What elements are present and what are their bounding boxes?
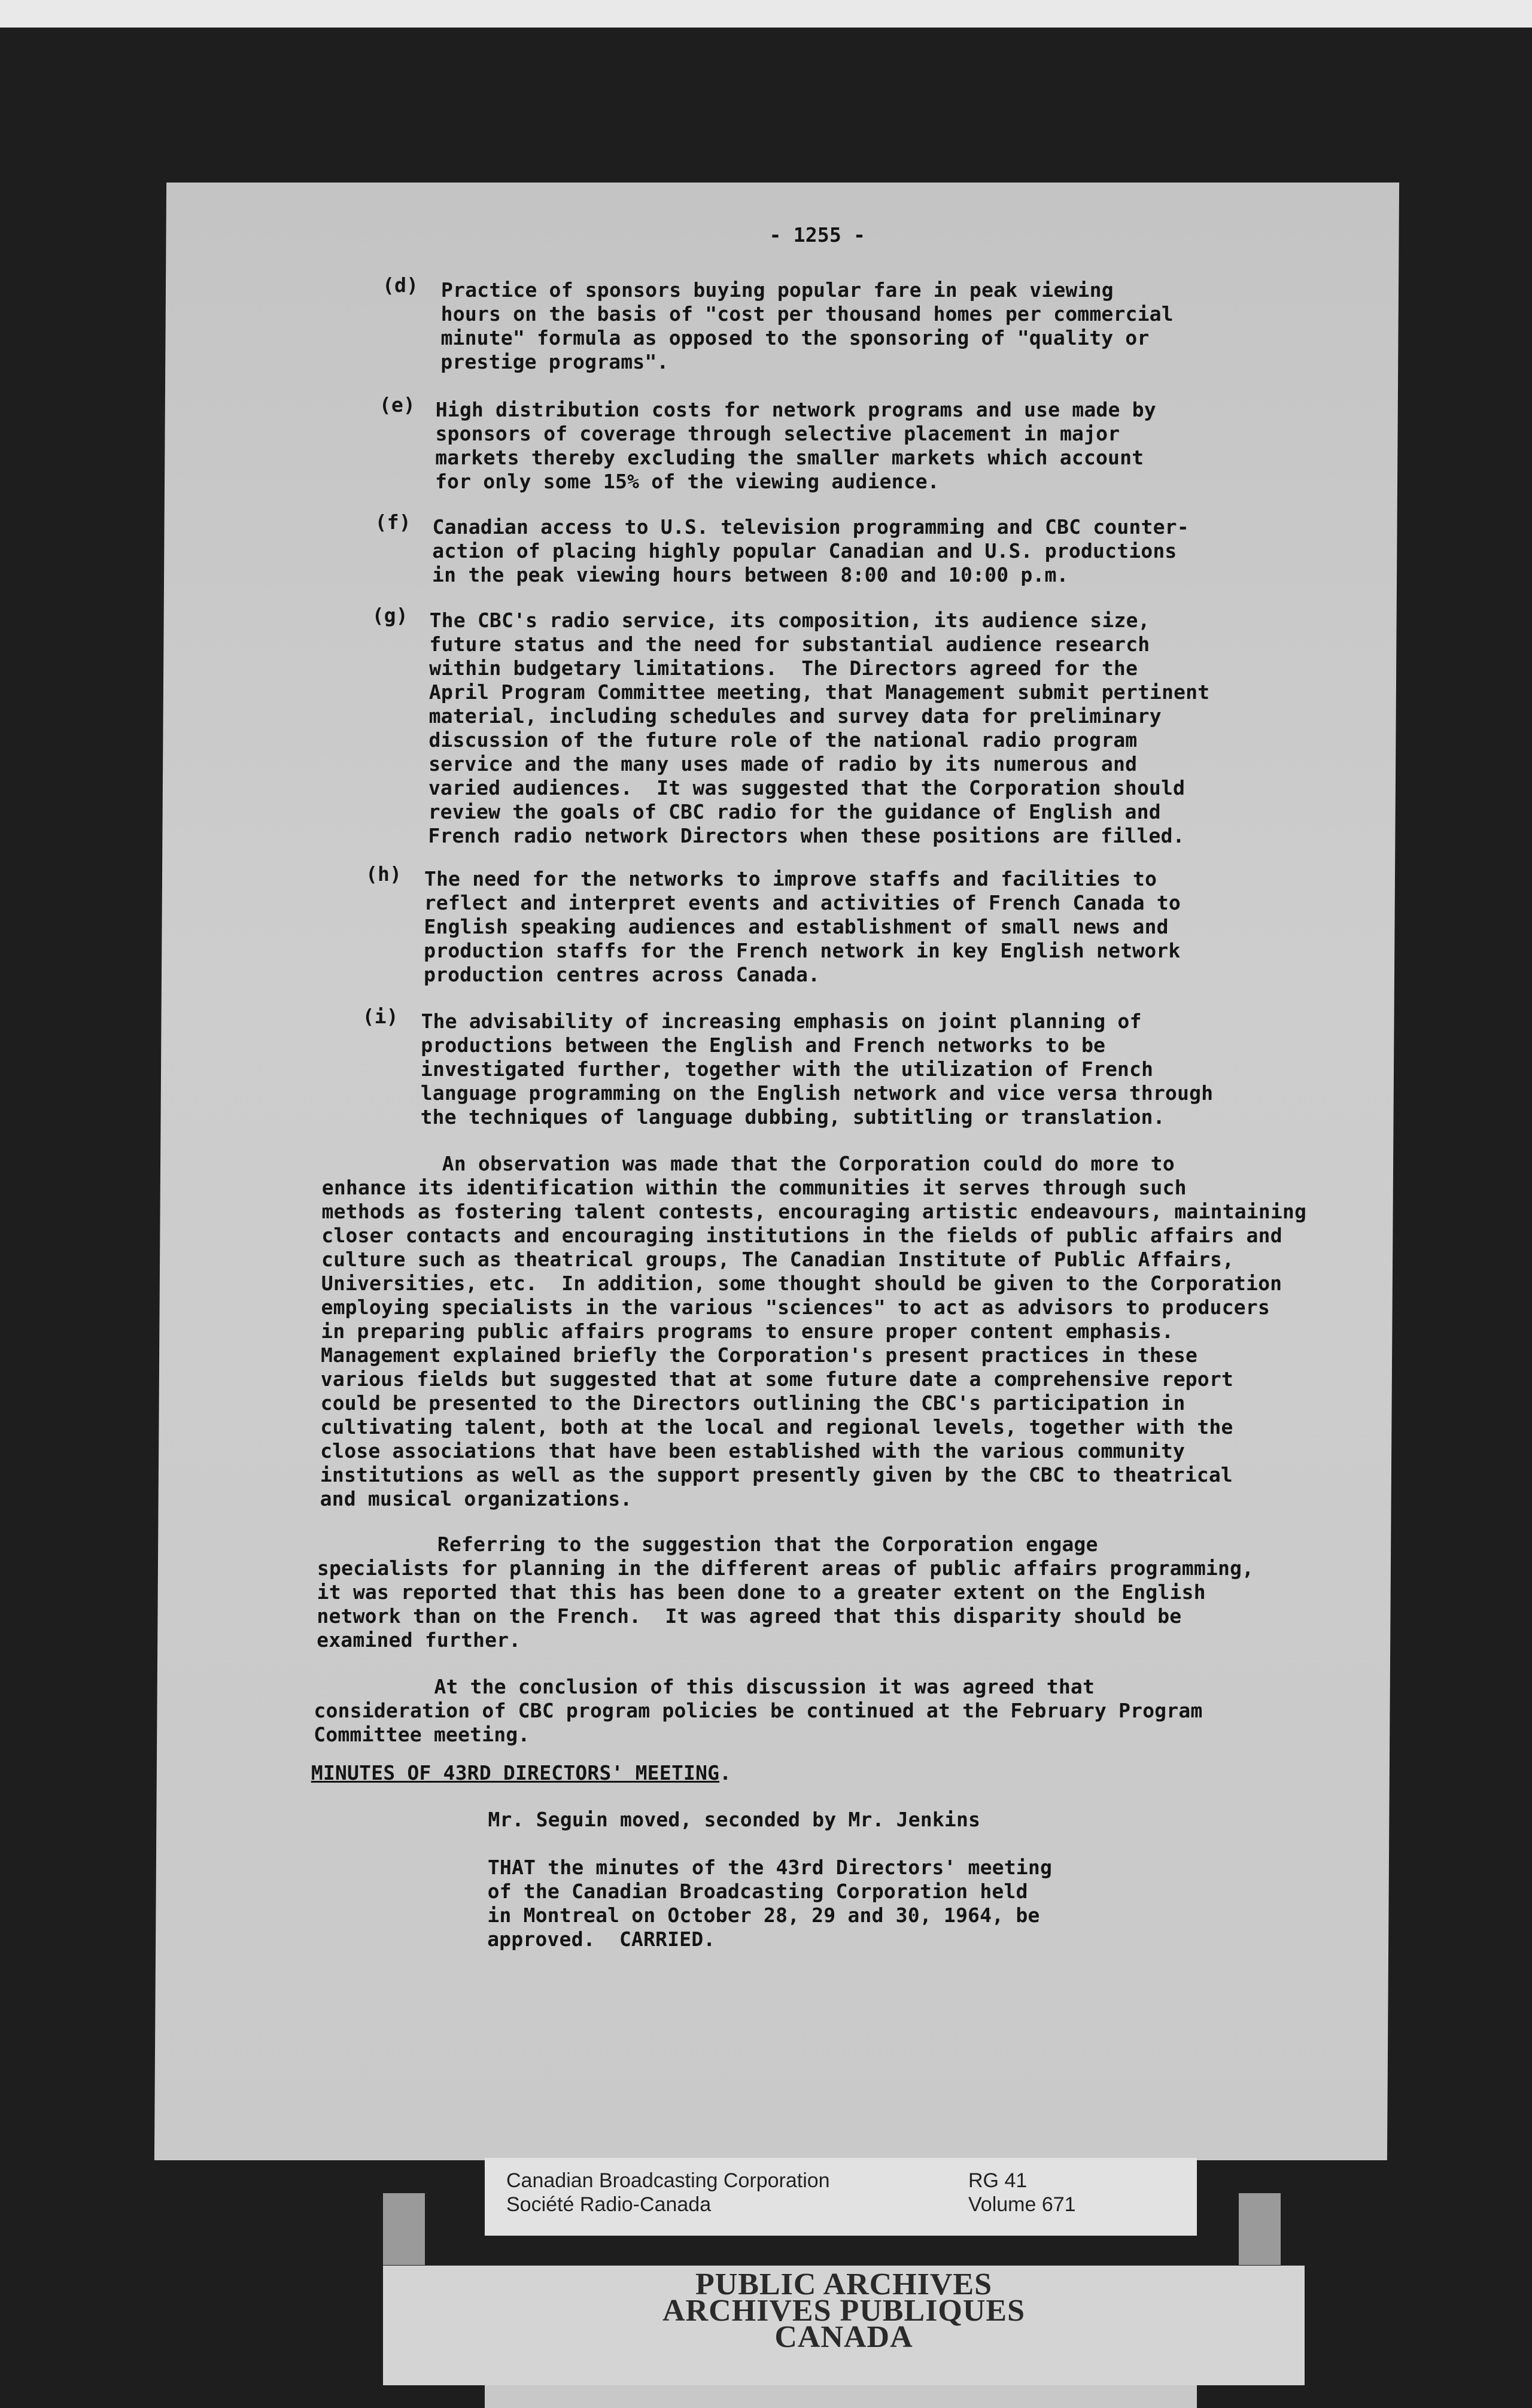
stamp-line-2: ARCHIVES PUBLIQUES [662,2294,1026,2328]
item-line: prestige programs". [440,350,669,373]
archive-org-english: Canadian Broadcasting Corporation [506,2169,830,2192]
item-line: the techniques of language dubbing, subtitling or translation. [420,1105,1165,1129]
stamp-line-1: PUBLIC ARCHIVES [695,2267,993,2301]
paragraph-line: culture such as theatrical groups, The Canadian Institute of Public Affairs, [321,1248,1235,1271]
item-label-d: (d) [382,273,419,297]
film-clip-right [1239,2193,1281,2265]
item-line: production centres across Canada. [423,963,820,986]
resolution-line: of the Canadian Broadcasting Corporation held [487,1880,1028,1903]
document-page [154,183,1399,2160]
item-line: future status and the need for substantial audience research [429,633,1150,656]
paragraph-line: methods as fostering talent contests, encouraging artistic endeavours, maintaining [321,1200,1307,1223]
item-label-h: (h) [365,862,402,886]
item-line: review the goals of CBC radio for the guidance of English and [428,800,1161,823]
paragraph-line: closer contacts and encouraging institutions in the fields of public affairs and [321,1224,1282,1247]
section-heading-text: MINUTES OF 43RD DIRECTORS' MEETING [311,1761,720,1784]
scan-top-border [0,0,1532,28]
paragraph-line: At the conclusion of this discussion it was agreed that [314,1675,1095,1698]
item-line: Practice of sponsors buying popular fare in peak viewing [440,278,1114,302]
section-heading-period: . [719,1761,732,1784]
item-line: in the peak viewing hours between 8:00 and 10:00 p.m. [431,563,1069,586]
item-line: minute" formula as opposed to the sponsoring of "quality or [440,326,1150,349]
resolution-line: approved. CARRIED. [487,1927,716,1951]
item-label-i: (i) [362,1005,399,1028]
paragraph-line: network than on the French. It was agreed that this disparity should be [317,1604,1182,1628]
paragraph-line: Management explained briefly the Corporation's present practices in these [321,1343,1198,1367]
paragraph-line: Referring to the suggestion that the Corporation engage [317,1533,1098,1556]
paragraph-line: consideration of CBC program policies be continued at the February Program [314,1699,1203,1722]
item-line: investigated further, together with the utilization of French [420,1057,1154,1081]
item-line: English speaking audiences and establishment of small news and [424,915,1169,938]
section-heading [311,1761,732,1785]
page-number: - 1255 - [769,223,866,247]
paragraph-line: institutions as well as the support presently given by the CBC to theatrical [320,1463,1233,1486]
paragraph-line: employing specialists in the various "sciences" to act as advisors to producers [321,1296,1270,1319]
paragraph-line: it was reported that this has been done to a greater extent on the English [317,1580,1206,1604]
paragraph-line: in preparing public affairs programs to ensure proper content emphasis. [321,1319,1174,1343]
archives-stamp [383,2266,1305,2385]
item-line: within budgetary limitations. The Directors agreed for the [429,656,1138,680]
paragraph-line: examined further. [317,1628,521,1652]
film-clip-left [383,2193,425,2265]
item-line: reflect and interpret events and activities of French Canada to [424,891,1181,914]
item-label-f: (f) [375,510,411,534]
resolution-line: in Montreal on October 28, 29 and 30, 1964, be [487,1904,1040,1927]
item-line: language programming on the English network and vice versa through [420,1081,1214,1105]
item-line: April Program Committee meeting, that Management submit pertinent [428,680,1210,704]
item-line: for only some 15% of the viewing audience. [434,470,940,493]
paragraph-line: enhance its identification within the communities it serves through such [321,1176,1187,1199]
item-line: The CBC's radio service, its composition, its audience size, [429,609,1150,632]
scan-bottom-border [485,2385,1197,2408]
item-label-g: (g) [372,604,408,627]
item-label-e: (e) [379,393,416,416]
item-line: The need for the networks to improve staffs and facilities to [424,867,1157,890]
item-line: sponsors of coverage through selective placement in major [435,422,1120,445]
paragraph-line: An observation was made that the Corporation could do more to [321,1152,1175,1175]
paragraph-line: cultivating talent, both at the local and regional levels, together with the [320,1415,1233,1439]
paragraph-line: specialists for planning in the different areas of public affairs programming, [317,1556,1254,1580]
paragraph-line: and musical organizations. [320,1487,633,1510]
item-line: hours on the basis of "cost per thousand homes per commercial [440,302,1174,326]
item-line: French radio network Directors when these positions are filled. [428,824,1185,847]
item-line: action of placing highly popular Canadian and U.S. productions [432,539,1177,563]
item-line: The advisability of increasing emphasis on joint planning of [421,1010,1142,1033]
stamp-line-3: CANADA [774,2320,913,2354]
item-line: material, including schedules and survey data for preliminary [428,704,1162,728]
item-line: Canadian access to U.S. television programming and CBC counter- [432,515,1189,539]
paragraph-line: Committee meeting. [314,1723,530,1746]
item-line: markets thereby excluding the smaller markets which account [435,446,1144,469]
item-line: production staffs for the French network in key English network [424,939,1181,962]
archive-volume: Volume 671 [968,2193,1076,2216]
item-line: High distribution costs for network programs and use made by [435,398,1156,421]
archive-reference-card [485,2158,1197,2236]
paragraph-line: close associations that have been established with the various community [320,1439,1186,1463]
motion-line: Mr. Seguin moved, seconded by Mr. Jenkins [488,1808,981,1831]
paragraph-line: various fields but suggested that at some future date a comprehensive report [320,1367,1234,1391]
paragraph-line: Universities, etc. In addition, some thought should be given to the Corporation [321,1272,1282,1295]
archive-org-french: Société Radio-Canada [506,2193,712,2216]
item-line: discussion of the future role of the national radio program [428,728,1138,752]
item-line: service and the many uses made of radio by its numerous and [428,752,1138,776]
archive-record-group: RG 41 [968,2169,1028,2192]
item-line: productions between the English and French networks to be [421,1033,1106,1057]
paragraph-line: could be presented to the Directors outlining the CBC's participation in [320,1391,1186,1415]
resolution-line: THAT the minutes of the 43rd Directors' meeting [487,1856,1053,1879]
item-line: varied audiences. It was suggested that the Corporation should [428,776,1186,799]
